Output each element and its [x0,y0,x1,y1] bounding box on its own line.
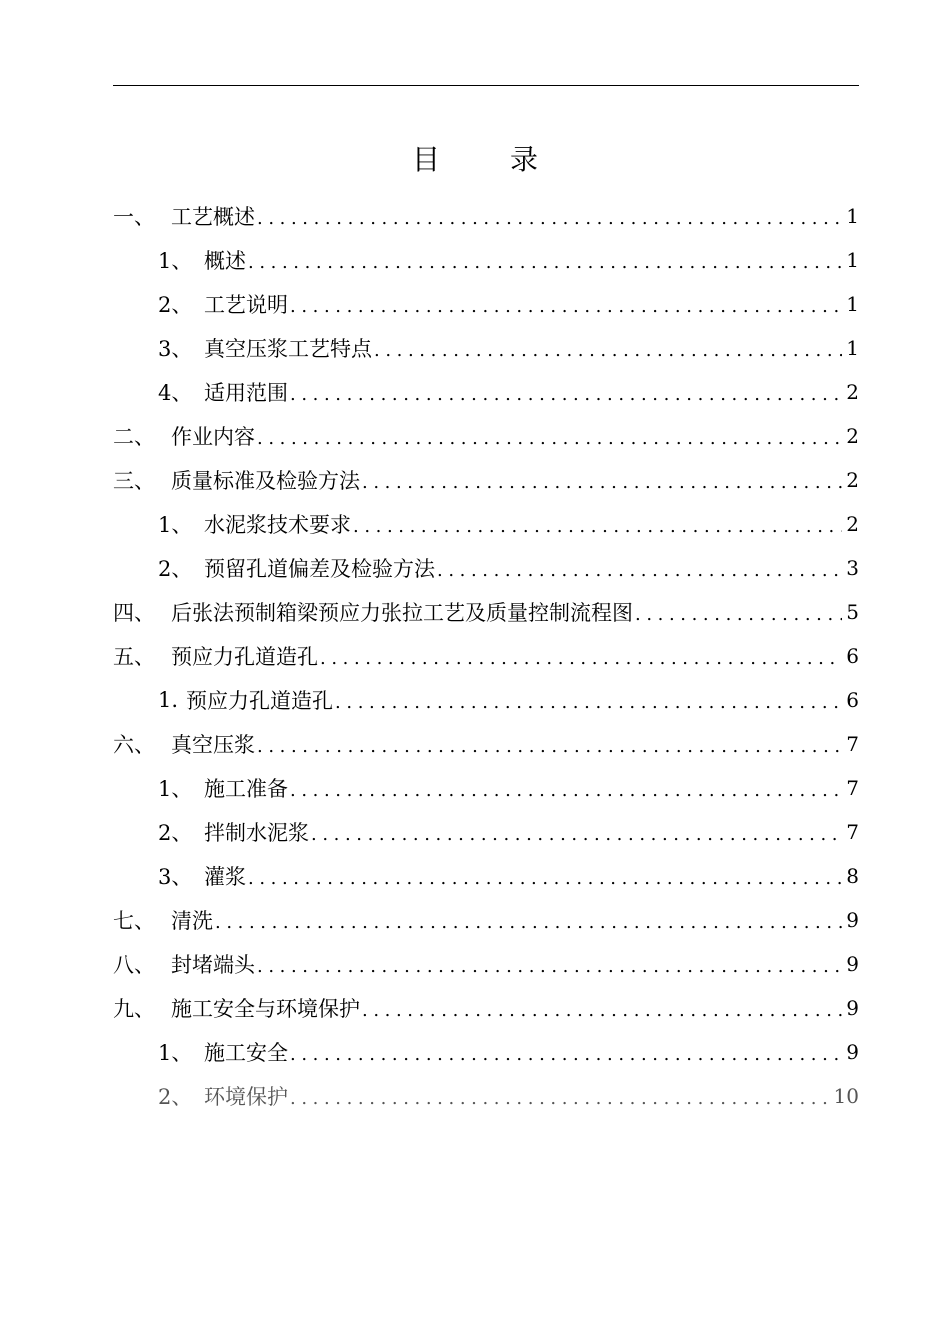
entry-page: 7 [846,820,859,844]
entry-number: 2、 [158,821,193,845]
entry-label: 真空压浆 [171,733,255,757]
entry-label: 工艺概述 [171,205,255,229]
entry-label: 真空压浆工艺特点 [204,337,372,361]
title-char-1: 目 [411,143,440,176]
dot-leader [437,560,842,581]
entry-label: 施工安全 [204,1041,288,1065]
entry-page: 1 [846,292,859,316]
entry-label: 封堵端头 [171,953,255,977]
entry-page: 2 [846,380,859,404]
toc-entry[interactable] [113,986,859,1030]
toc-entry[interactable] [113,634,859,678]
entry-number: 五、 [113,645,155,669]
toc-entry[interactable] [113,898,859,942]
toc-entry[interactable] [113,458,859,502]
entry-label: 施工准备 [204,777,288,801]
entry-page: 1 [846,204,859,228]
dot-leader [257,208,842,229]
toc-entry[interactable] [113,942,859,986]
toc-entry[interactable] [113,722,859,766]
entry-page: 6 [846,644,859,668]
toc-list [113,194,859,1118]
dot-leader [353,516,842,537]
dot-leader [311,824,842,845]
entry-page: 7 [846,732,859,756]
entry-number: 三、 [113,469,155,493]
entry-number: 一、 [113,205,155,229]
entry-page: 8 [846,864,859,888]
entry-number: 1、 [158,777,193,801]
entry-page: 10 [833,1084,859,1108]
entry-label: 环境保护 [204,1085,288,1109]
toc-entry[interactable] [113,194,859,238]
toc-entry[interactable] [113,502,859,546]
dot-leader [248,868,842,889]
dot-leader [257,736,842,757]
toc-entry[interactable] [113,414,859,458]
entry-number: 1、 [158,1041,193,1065]
entry-number: 七、 [113,909,155,933]
dot-leader [290,780,842,801]
entry-page: 1 [846,336,859,360]
dot-leader [335,692,842,713]
dot-leader [362,1000,842,1021]
toc-entry[interactable] [113,326,859,370]
toc-entry[interactable] [113,370,859,414]
entry-label: 预应力孔道造孔 [171,645,318,669]
entry-label: 适用范围 [204,381,288,405]
entry-page: 2 [846,512,859,536]
entry-label: 预留孔道偏差及检验方法 [204,557,435,581]
entry-label: 拌制水泥浆 [204,821,309,845]
entry-page: 3 [846,556,859,580]
entry-page: 2 [846,468,859,492]
dot-leader [215,912,842,933]
toc-entry[interactable] [113,766,859,810]
dot-leader [290,1044,842,1065]
entry-number: 1、 [158,249,193,273]
dot-leader [257,956,842,977]
dot-leader [374,340,842,361]
toc-entry[interactable] [113,238,859,282]
entry-number: 4、 [158,381,193,405]
entry-number: 3、 [158,865,193,889]
entry-label: 水泥浆技术要求 [204,513,351,537]
entry-label: 清洗 [171,909,213,933]
entry-page: 5 [846,600,859,624]
entry-label: 后张法预制箱梁预应力张拉工艺及质量控制流程图 [171,601,633,625]
toc-title [0,138,950,178]
dot-leader [320,648,842,669]
entry-number: 2、 [158,293,193,317]
entry-label: 灌浆 [204,865,246,889]
entry-number: 2、 [158,1085,193,1109]
entry-number: 六、 [113,733,155,757]
entry-number: 3、 [158,337,193,361]
entry-number: 二、 [113,425,155,449]
entry-number: 1. [158,688,179,712]
entry-label: 工艺说明 [204,293,288,317]
toc-entry[interactable] [113,1074,859,1118]
entry-label: 作业内容 [171,425,255,449]
dot-leader [257,428,842,449]
entry-number: 1、 [158,513,193,537]
toc-entry[interactable] [113,282,859,326]
entry-page: 6 [846,688,859,712]
toc-entry[interactable] [113,678,859,722]
dot-leader [290,296,842,317]
toc-entry[interactable] [113,1030,859,1074]
entry-page: 2 [846,424,859,448]
dot-leader [290,1088,830,1109]
entry-page: 9 [846,1040,859,1064]
entry-label: 施工安全与环境保护 [171,997,360,1021]
toc-entry[interactable] [113,854,859,898]
entry-page: 7 [846,776,859,800]
dot-leader [635,604,842,625]
dot-leader [290,384,842,405]
entry-page: 9 [846,908,859,932]
toc-entry[interactable] [113,546,859,590]
dot-leader [248,252,842,273]
toc-entry[interactable] [113,810,859,854]
entry-number: 八、 [113,953,155,977]
entry-page: 1 [846,248,859,272]
entry-page: 9 [846,952,859,976]
entry-number: 四、 [113,601,155,625]
entry-label: 预应力孔道造孔 [186,689,334,713]
entry-label: 质量标准及检验方法 [171,469,360,493]
entry-number: 2、 [158,557,193,581]
entry-label: 概述 [204,249,246,273]
entry-page: 9 [846,996,859,1020]
toc-entry[interactable] [113,590,859,634]
title-char-2: 录 [510,143,539,176]
header-rule [113,85,859,86]
dot-leader [362,472,842,493]
entry-number: 九、 [113,997,155,1021]
